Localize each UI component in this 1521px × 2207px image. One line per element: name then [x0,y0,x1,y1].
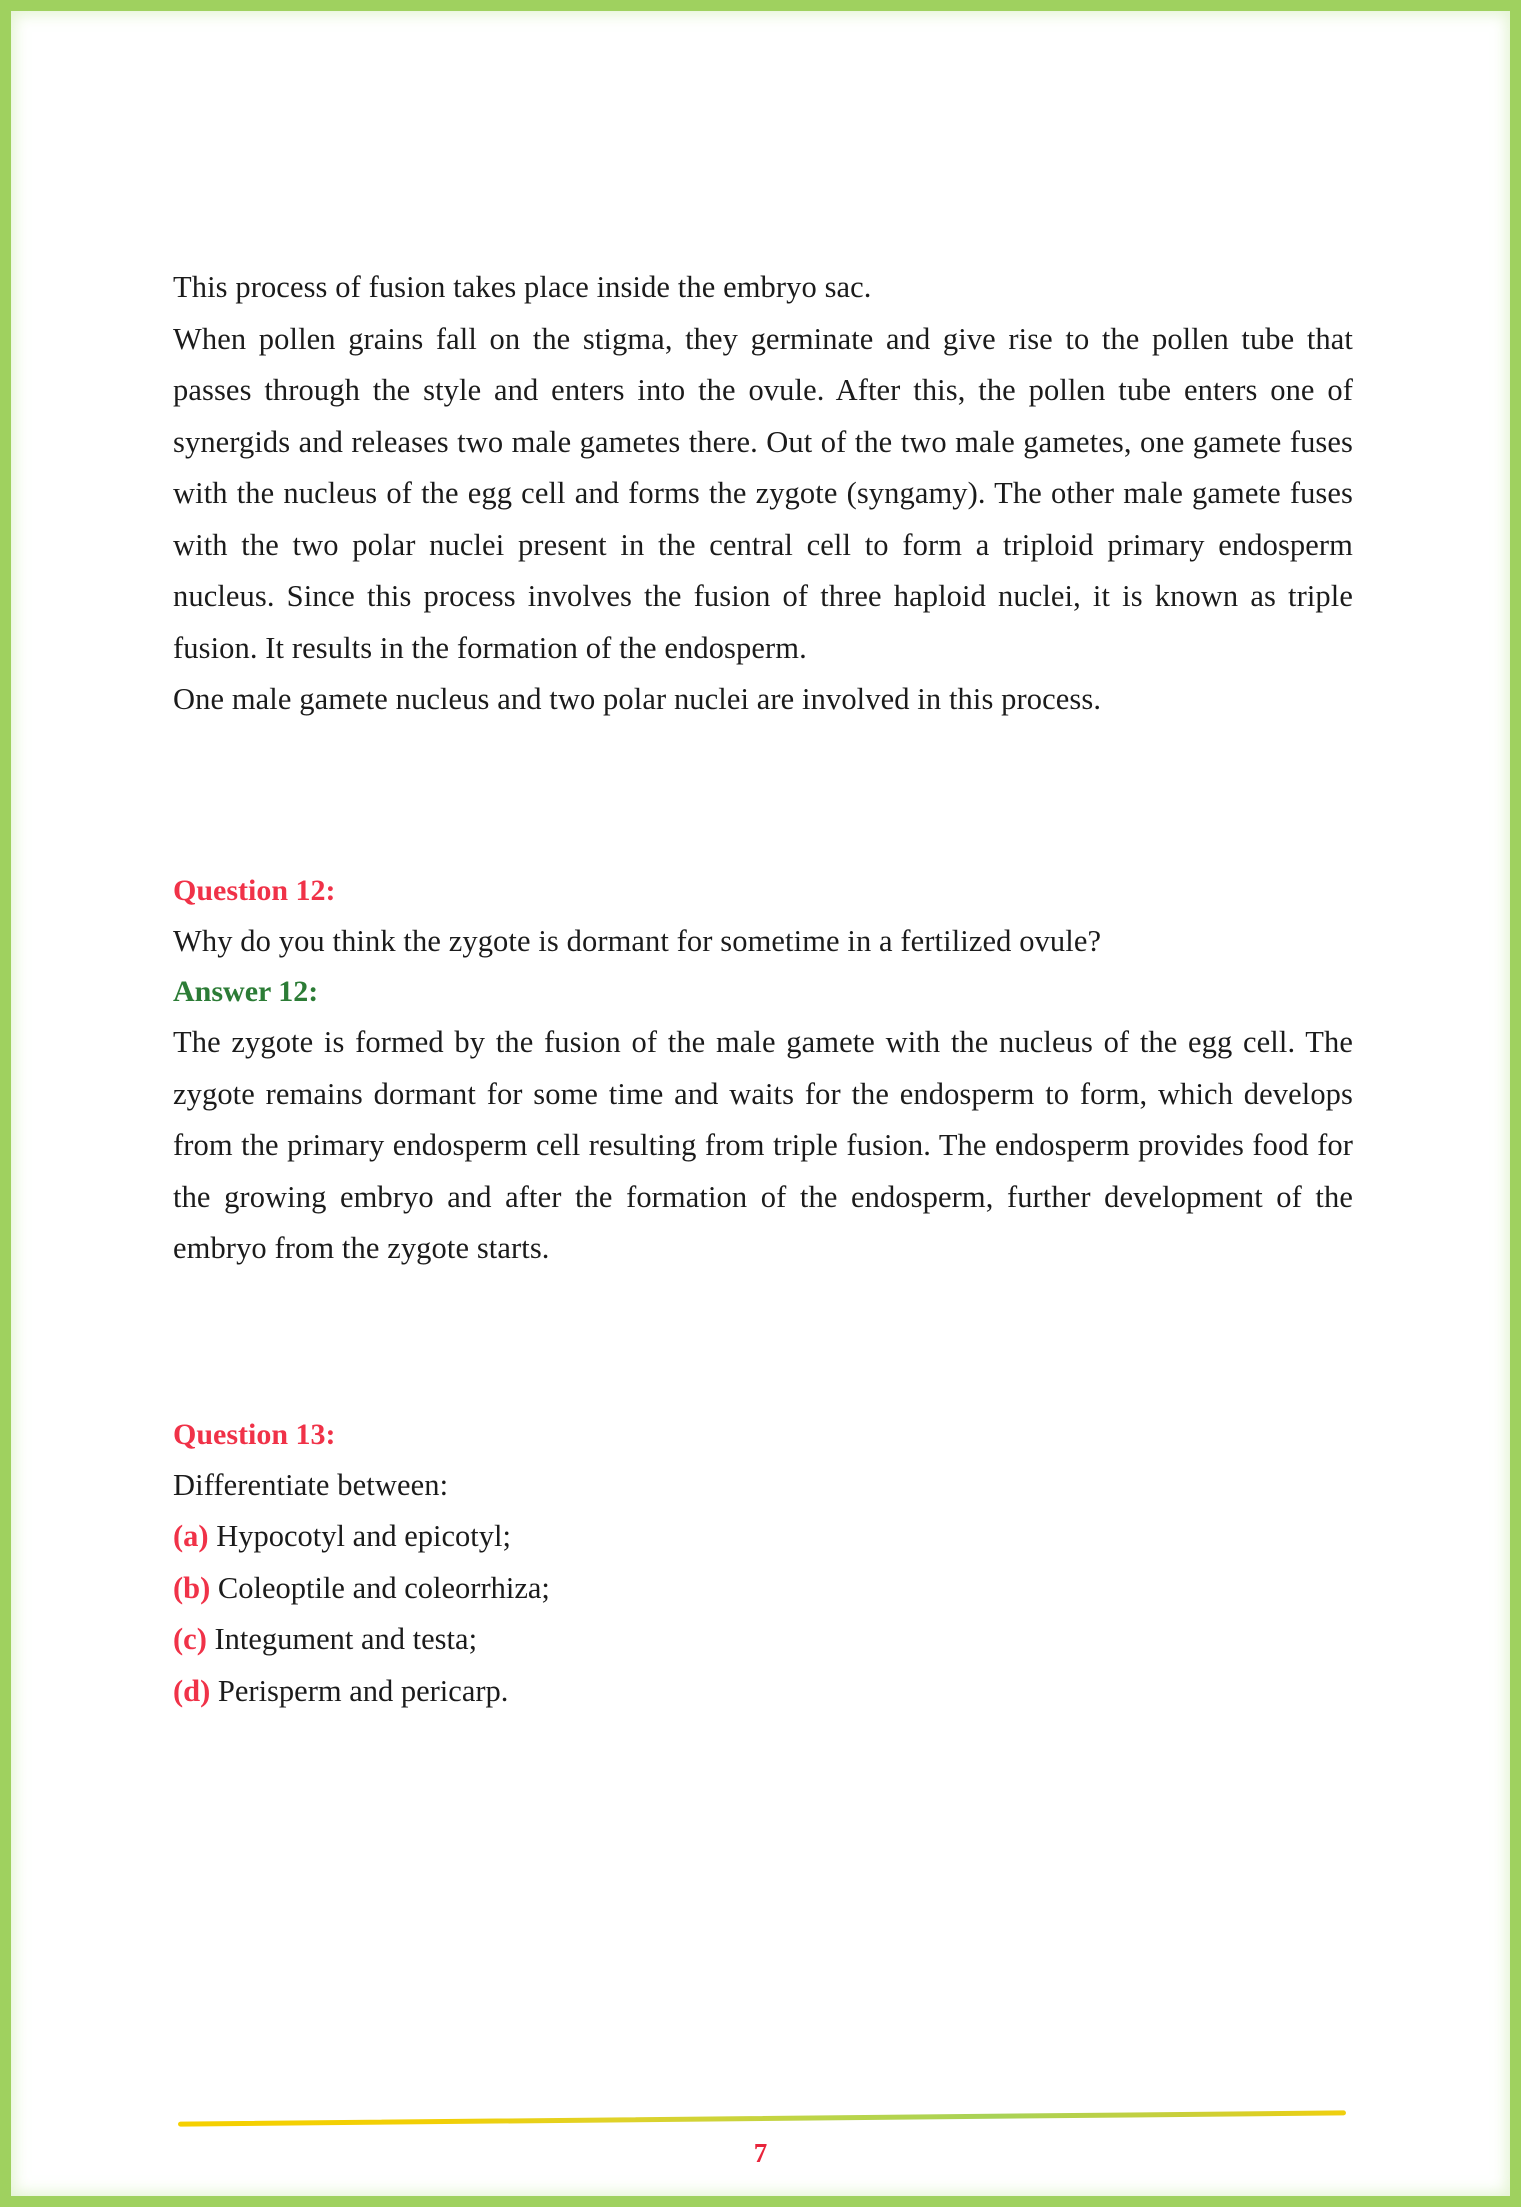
list-item-label: Coleoptile and coleorrhiza; [217,1570,550,1605]
page-number: 7 [753,2138,768,2168]
page-border-right [1510,0,1521,2207]
intro-line-1: This process of fusion takes place inside the embryo sac. [173,270,872,304]
list-item-marker: (d) [173,1673,211,1708]
question-13-list [173,1511,1353,1717]
list-item-marker: (b) [173,1570,211,1605]
intro-closing-line: One male gamete nucleus and two polar nuclei are involved in this process. [173,682,1102,716]
question-12-heading: Question 12: [173,873,336,907]
list-item-label: Perisperm and pericarp. [217,1673,509,1708]
question-12-text: Why do you think the zygote is dormant for sometime in a fertilized ovule? [173,923,1102,958]
question-13-prompt: Differentiate between: [173,1467,449,1502]
page-border-bottom [0,2196,1521,2207]
answer-12-heading: Answer 12: [173,975,319,1008]
list-item [173,1666,1353,1718]
list-item [173,1511,1353,1563]
list-item [173,1563,1353,1615]
section-spacer-2 [173,1275,1353,1410]
question-13-heading: Question 13: [173,1417,336,1451]
intro-paragraph: When pollen grains fall on the stigma, they germinate and give rise to the pollen tube that passes through the style and enters into the ovule. After this, the pollen tube enters one of synergids and releases two male gametes there. Out of the two male gametes, one gamete fuses with the nucleus of the egg cell and forms the zygote (syngamy). The other male gamete fuses with the two polar nuclei present in the central cell to form a triploid primary endosperm nucleus. Since this process involves the fusion of three haploid nuclei, it is known as triple fusion. It results in the formation of the endosperm. [173,321,1353,665]
footer-divider [178,2110,1346,2126]
list-item-label: Hypocotyl and epicotyl; [216,1519,511,1553]
answer-12-text: The zygote is formed by the fusion of the male gamete with the nucleus of the egg cell. The zygote remains dormant for some time and waits for the endosperm to form, which develops from the primary endosperm cell resulting from triple fusion. The endosperm provides food for the growing embryo and after the formation of the endosperm, further development of the embryo from the zygote starts. [173,1025,1353,1265]
list-item-marker: (c) [173,1622,207,1656]
page-border-left [0,0,11,2207]
section-spacer-1 [173,726,1353,866]
page-border-top [0,0,1521,11]
list-item [173,1614,1353,1666]
list-item-label: Integument and testa; [214,1622,478,1656]
document-content [173,262,1353,1717]
list-item-marker: (a) [173,1519,209,1553]
